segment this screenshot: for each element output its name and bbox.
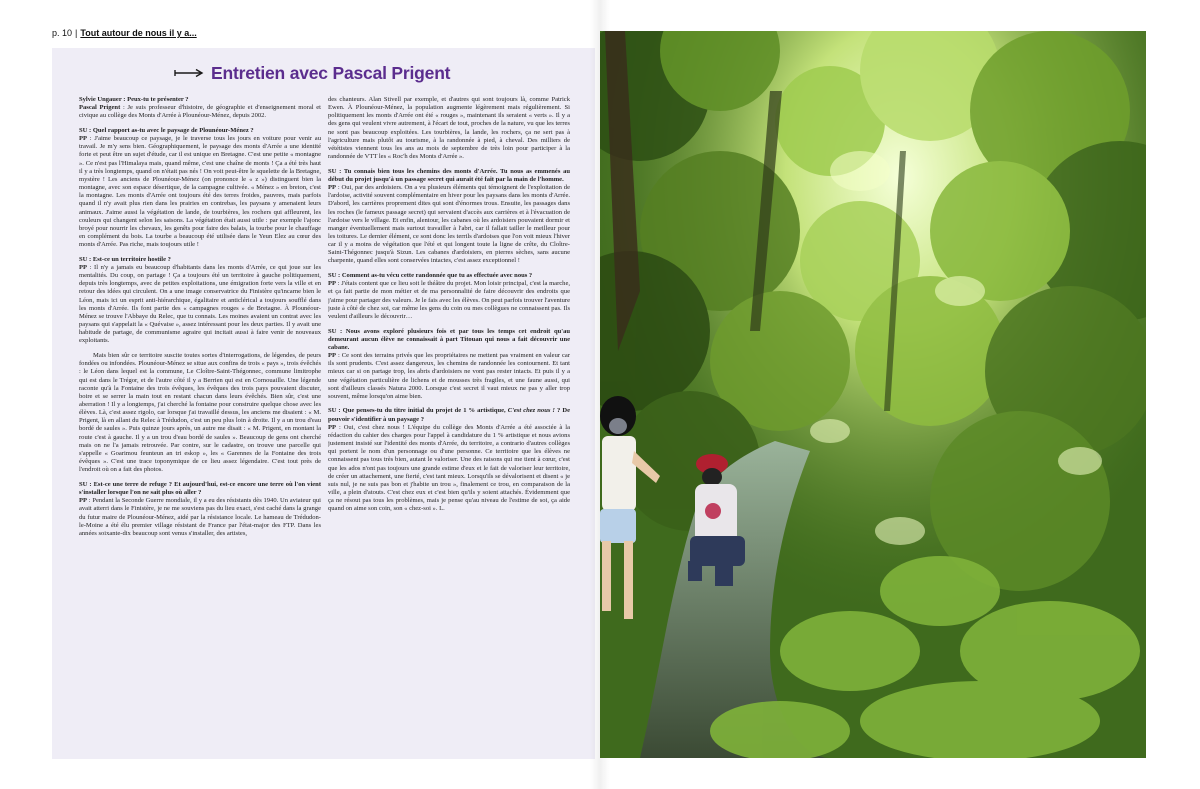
answer-text: : Ce sont des terrains privés que les propriétaires ne mettent pas vraiment en valeur car ils sont prudents. C'est assez dangereux, les chemins de randonnée les contournent. Et tant mieux car si on partage trop, les abris d'ardoisiers ne vont pas rester intacts. Et puis il y a une végétation particulière de lichens et de mousses très fragiles, et une faune aussi, qui sont d'ailleurs classés Natura 2000. Lorsque c'est secret il vaut mieux ne pas y aller trop souvent, même lorsqu'on aime bien. bbox=[328, 352, 570, 400]
interview-question-end: ? De pouvoir s'identifier à un paysage ? bbox=[328, 407, 570, 423]
interview-question: SU : Quel rapport as-tu avec le paysage de Plounéour-Ménez ? bbox=[79, 126, 254, 134]
speaker-label: PP bbox=[79, 263, 87, 271]
answer-text: : Oui, par des ardoisiers. On a vu plusieurs éléments qui témoignent de l'exploitation de l'ardoise, activité souvent complémentaire en hiver pour les paysans dans les monts d'Arrée. D'abord, les carrières proprement dites qui sont d'énormes trous. Ensuite, les passages dans les roches (le fameux passage secret) qui servaient d'accès aux carrières et à l'évacuation de l'ardoise vers le village. Et enfin, alentour, les cabanes où les ardoisiers pouvaient dormir et manger éventuellement mais surtout travailler à l'abri, car il fallait tailler le meilleur pour les toitures. Le dernier élément, ce sont donc les terrils d'ardoises que l'on voit mieux l'hiver car il y a moins de végétation que l'été et qui longent toute la ligne de crête, du Cloître-Saint-Thégonnec jusqu'à Sizun. Les cabanes d'ardoisiers, en pierres sèches, sans aucune charpente, quand elles sont conservées intactes, c'est assez exceptionnel ! bbox=[328, 184, 570, 265]
interview-question: Sylvie Ungauer : Peux-tu te présenter ? bbox=[79, 96, 189, 103]
article-title: Entretien avec Pascal Prigent bbox=[211, 62, 451, 83]
interview-paragraph bbox=[79, 352, 321, 474]
speaker-label: PP bbox=[328, 184, 336, 192]
text-column-left bbox=[79, 96, 321, 746]
speaker-label: PP bbox=[79, 135, 87, 143]
article-heading bbox=[174, 62, 450, 84]
interview-question: SU : Est-ce un territoire hostile ? bbox=[79, 255, 171, 263]
interview-question: SU : Nous avons exploré plusieurs fois et par tous les temps cet endroit qu'au demeurant aucun élève ne connaissait à part Titouan qui nous a fait découvrir une cabane. bbox=[328, 327, 570, 351]
answer-text: : Il n'y a jamais eu beaucoup d'habitants dans les monts d'Arrée, ce qui joue sur les mentalités. Du coup, on partage ! Ça a toujours été un territoire à gauche politiquement, depuis très longtemps, avec de petites exploitations, une émigration forte vers la ville et en retour des idées qui circulent. On a une image conservatrice du Finistère qu'incarne bien le Léon, mais ici un esprit anti-hiérarchique, égalitaire et anticlérical a toujours soufflé dans les monts d'Arrée. Ils font partie des « campagnes rouges » de Bretagne. À Plounéour-Ménez se trouve l'Abbaye du Relec, que tu connais. Les moines avaient un contrat avec les paysans qui s'appelait la « Quévaise », assez intéressant pour les deux parties. Il y avait une habitude de partage, de communisme agraire qui incitait aussi à faire venir de nouveaux exploitants. bbox=[79, 263, 321, 345]
answer-text: : Pendant la Seconde Guerre mondiale, il y a eu des résistants dès 1940. Un aviateur qui avait atterri dans le Finistère, je ne me souviens pas du lieu exact, s'est caché dans la grange du futur maire de Plounéour-Ménez, aidé par la résistance locale. Le hameau de Trédudon-le-Moine a été élu premier village résistant de France par l'état-major des FTP. Dans les années soixante-dix beaucoup sont venus s'installer, des artistes, bbox=[79, 497, 321, 537]
interview-question: SU : Que penses-tu du titre initial du projet de 1 % artistique, bbox=[328, 407, 506, 415]
answer-text: : J'aime beaucoup ce paysage, je le traverse tous les jours en voiture pour venir au travail. Je m'y sens bien. Géographiquement, le paysage des monts d'Arrée a une identité forte et peut être un sujet d'étude, car il est unique en Bretagne. C'est une petite « montagne ». Ce n'est pas l'Himalaya mais, quand même, c'est une chaîne de monts ! Ça a été très haut il y a très longtemps, quand on n'était pas nés ! On voit peut-être le squelette de la Bretagne, mystère ! Les anciens de Plounéour-Ménez (on prononce le « z ») distinguent bien la montagne, avec son espace désertique, de la campagne cultivée. « Ménez » en breton, c'est la montagne. Les monts d'Arrée ont toujours été des terres froides, pauvres, mais parfois quand il n'y avait plus rien dans les prairies en contrebas, les paysans y amenaient leurs animaux. J'aime aussi la végétation de lande, de tourbières, les rochers qui affleurent, les couleurs qui changent selon les saisons. La végétation était aussi utile : par exemple l'ajonc broyé pour nourrir les chevaux, les genêts pour faire des balais, la tourbe pour le chauffage en complément du bois. La tourbe a beaucoup été utilisée dans le Yeun Elez au cœur des monts d'Arrée. Pas riche, mais toujours utile ! bbox=[79, 135, 321, 249]
speaker-label: PP bbox=[328, 280, 336, 288]
section-title-link[interactable]: Tout autour de nous il y a... bbox=[80, 28, 197, 38]
running-header bbox=[52, 28, 197, 38]
answer-text: des chanteurs. Alan Stivell par exemple, et d'autres qui sont toujours là, comme Patrick Ewen. À Plounéour-Ménez, la population augmente légèrement mais régulièrement. Si politiquement les monts d'Arrée ont été « rouges », maintenant ils seraient « verts ». Il y a des gens qui veulent vivre autrement, à l'écart de tout, proches de la nature, vu que les terres ne sont pas beaucoup exploitées. Les tourbières, la lande, les rochers, ça ne sert pas à l'agriculture mais plutôt au tourisme, à la randonnée à pied, à cheval. Des milliers de vététistes viennent tous les ans au mois de septembre de très loin pour participer à la randonnée de VTT les « Roc'h des Monts d'Arrée ». bbox=[328, 96, 570, 161]
interview-paragraph bbox=[79, 96, 321, 120]
interview-paragraph bbox=[79, 481, 321, 538]
header-separator: | bbox=[75, 28, 78, 38]
speaker-label: PP bbox=[328, 352, 336, 360]
interview-paragraph bbox=[328, 96, 570, 161]
interview-question: SU : Est-ce une terre de refuge ? Et aujourd'hui, est-ce encore une terre où l'on vient s'installer lorsque l'on ne sait plus où aller ? bbox=[79, 480, 321, 497]
answer-text: : Je suis professeur d'histoire, de géographie et d'enseignement moral et civique au collège des Monts d'Arrée à Plounéour-Ménez, depuis 2002. bbox=[79, 104, 321, 120]
photo-illustration bbox=[600, 31, 1146, 758]
interview-paragraph bbox=[79, 127, 321, 249]
interview-question: SU : Tu connais bien tous les chemins des monts d'Arrée. Tu nous as emmenés au début du projet jusqu'à un passage secret qui aurait été fait par la main de l'homme. bbox=[328, 167, 570, 183]
page-number: p. 10 bbox=[52, 28, 73, 38]
interview-paragraph bbox=[328, 272, 570, 321]
left-page bbox=[0, 0, 598, 789]
interview-paragraph bbox=[328, 407, 570, 513]
answer-text: Mais bien sûr ce territoire suscite toutes sortes d'interrogations, de légendes, de peurs fondées ou infondées. Plounéour-Ménez se situe aux confins de trois « pays », trois évêchés : le Léon dans lequel est la commune, Le Cloître-Saint-Thégonnec, commune limitrophe qui est dans le Trégor, et de l'autre côté il y a Berrien qui est en Cornouaille. Une légende raconte qu'à la Fontaine des trois évêques, les évêques des trois pays pouvaient discuter, boire et se serrer la main tout en restant chacun dans leurs évêchés. Bien sûr, c'est une aberration ! Il y a longtemps, j'ai cherché la fontaine pour construire quelque chose avec les élèves. Là, c'est assez rigolo, car lorsque j'ai travaillé dessus, les anciens me disaient : « M. Prigent, là en allant du Relec à Trédudon, c'est un peu plus loin à droite. Il y a un trou d'eau bordé de saules ». Puis quinze jours après, un autre me disait : « M. Prigent, en montant la route c'est à gauche. Il y a un trou d'eau bordé de saules ». Beaucoup de gens ont cherché mais on ne l'a jamais retrouvée. Par contre, sur le cadastre, on trouve une parcelle qui s'appelle « Goarimou feunteun an tri eskop », les « Garennes de la Fontaine des trois évêques ». C'est une trace toponymique de ce lieu assez légendaire. C'est tout près de l'endroit où on a fait des photos. bbox=[79, 352, 321, 474]
question-italic-title: C'est chez nous ! bbox=[505, 407, 555, 415]
answer-text: : Oui, c'est chez nous ! L'équipe du collège des Monts d'Arrée a été associée à la rédaction du cahier des charges pour l'appel à candidature du 1 % artistique et nous avions justement insisté sur l'identité des monts d'Arrée, du territoire, a contrario d'autres collèges qui portent le nom d'un personnage ou d'une personne. Ce territoire que les élèves ne connaissent pas tous très bien, autant le valoriser. Une des raisons qui me tient à cœur, c'est que les ados n'ont pas toujours une grande estime d'eux et le fait de valoriser leur territoire, de créer un attachement, une fierté, c'est tant mieux. Lorsqu'ils se dévalorisent et disent « je suis nul, je ne suis pas bon et j'habite un trou », finalement ce trou, en comparaison de la ville, a plein d'atouts. C'est chez eux et c'est bien qu'ils y soient attachés. Évidemment que ça ne résout pas tous les problèmes, mais je pense qu'au niveau de l'estime de soi, ça aide quand on aime son coin, son « chez-soi ». L. bbox=[328, 423, 570, 513]
interview-paragraph bbox=[79, 256, 321, 346]
answer-text: : J'étais content que ce lieu soit le théâtre du projet. Mon loisir principal, c'est la marche, et ça fait partie de mon métier et de ma personnalité de faire découvrir des endroits que j'aime pour partager des valeurs. Je le fais avec les élèves. On peut parfois trouver l'aventure juste à côté de chez soi, car même les gens du coin ou mes collègues ne connaissent pas. Ils veulent d'ailleurs le découvrir… bbox=[328, 280, 570, 320]
speaker-label: PP bbox=[328, 423, 336, 431]
interview-paragraph bbox=[328, 328, 570, 401]
speaker-label: PP bbox=[79, 497, 87, 505]
interview-question: SU : Comment as-tu vécu cette randonnée que tu as effectuée avec nous ? bbox=[328, 272, 533, 280]
speaker-label: Pascal Prigent bbox=[79, 104, 121, 112]
arrow-right-icon bbox=[174, 68, 204, 78]
interview-panel bbox=[52, 48, 595, 759]
text-column-right bbox=[328, 96, 570, 746]
forest-stream-photo bbox=[600, 31, 1146, 758]
interview-paragraph bbox=[328, 168, 570, 266]
